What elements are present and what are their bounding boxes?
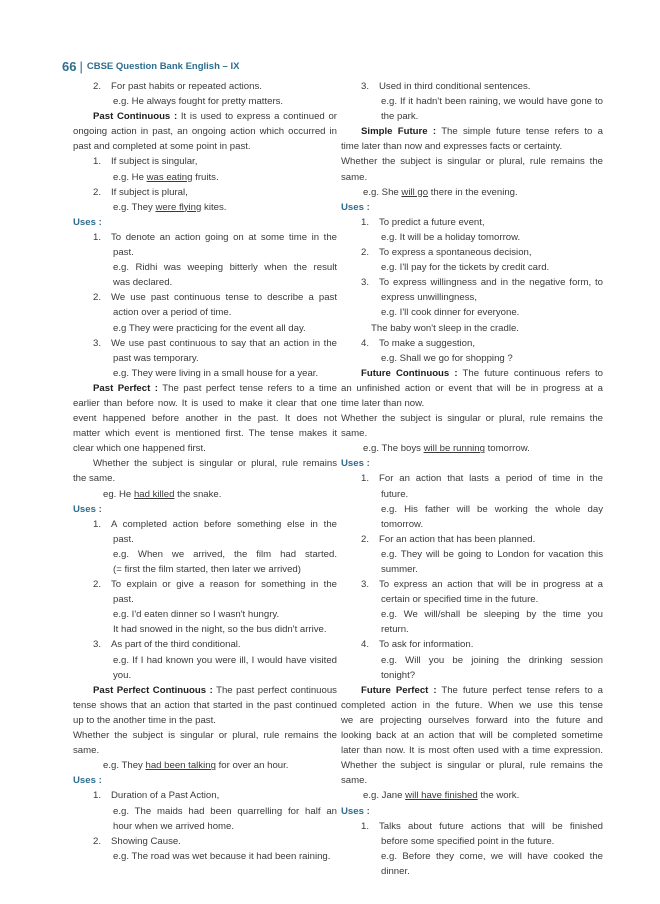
list-item: 4. To make a suggestion, — [361, 337, 475, 349]
list-item: 1. A completed action before something else in the — [93, 518, 337, 530]
example-line: the park. — [381, 111, 419, 123]
example-line: e.g. Jane will have finished the work. — [363, 790, 520, 802]
paragraph-line: past and completed at some point in past. — [73, 141, 251, 153]
list-item: 2. We use past continuous tense to describe a past — [93, 292, 337, 304]
example-line: e.g They were practicing for the event all day. — [113, 322, 306, 334]
example-line: eg. He had killed the snake. — [103, 488, 222, 500]
section-heading: Past Continuous : — [93, 111, 178, 123]
paragraph-line: an unfinished action or event that will be in progress at a — [341, 382, 603, 394]
example-line: e.g. The maids had been quarrelling for half an — [113, 805, 337, 817]
paragraph-line: Whether the subject is singular or plural, rule remains the — [341, 760, 603, 772]
list-item: 1. If subject is singular, — [93, 156, 198, 168]
example-line: e.g. They were living in a small house for a year. — [113, 367, 319, 379]
example-line: The baby won't sleep in the cradle. — [371, 322, 519, 334]
example-line: e.g. Shall we go for shopping ? — [381, 352, 513, 364]
example-line: e.g. We will/shall be sleeping by the time you — [381, 609, 603, 621]
example-line: e.g. When we arrived, the film had started. — [113, 548, 337, 560]
list-item: 3. As part of the third conditional. — [93, 639, 241, 651]
uses-heading: Uses : — [341, 201, 370, 213]
paragraph-line: we are projecting ourselves forward into the future and — [341, 714, 603, 726]
paragraph-line: later than now. It is most often used with a time expression. — [341, 745, 603, 757]
paragraph-line: tense shows that an action that started in the past continued — [73, 699, 337, 711]
example-line: tomorrow. — [381, 518, 424, 530]
book-title: CBSE Question Bank English – IX — [86, 61, 240, 73]
example-line: e.g. I'll cook dinner for everyone. — [381, 307, 520, 319]
paragraph-line: clear which one happened first. — [73, 443, 206, 455]
example-line: e.g. The boys will be running tomorrow. — [363, 443, 530, 455]
list-item-cont: express unwillingness, — [381, 292, 477, 304]
uses-heading: Uses : — [341, 458, 370, 470]
paragraph-line: matter which event is mentioned first. The tense makes it — [73, 428, 337, 440]
list-item: 3. Used in third conditional sentences. — [361, 81, 531, 92]
right-column — [341, 79, 604, 877]
list-item: 2. If subject is plural, — [93, 186, 188, 198]
example-line: e.g. They had been talking for over an hour. — [103, 760, 289, 772]
section-intro-future-perfect: Future Perfect : The future perfect tense refers to a — [361, 684, 603, 696]
list-item-cont: past was temporary. — [113, 352, 199, 364]
uses-heading: Uses : — [341, 805, 370, 817]
example-line: e.g. He always fought for pretty matters. — [113, 96, 284, 108]
example-line: tonight? — [381, 669, 416, 681]
example-line: summer. — [381, 564, 418, 575]
list-item: 1. To denote an action going on at some time in the — [93, 231, 337, 243]
section-heading: Future Continuous : — [361, 367, 458, 379]
example-line: was declared. — [113, 277, 173, 289]
section-intro-past-perfect-continuous: Past Perfect Continuous : The past perfect continuous — [93, 684, 337, 696]
paragraph-line: looking back at an action that will be completed sometime — [341, 730, 603, 742]
example-line: e.g. Will you be joining the drinking session — [381, 654, 603, 666]
example-line: hour when we arrived home. — [113, 820, 235, 832]
paragraph-line: Whether the subject is singular or plural, rule remains the — [341, 156, 603, 168]
example-line: e.g. Before they come, we will have cooked the — [381, 850, 603, 862]
paragraph-line: event happened before another in the past. It does not — [73, 413, 337, 425]
left-column — [73, 79, 337, 862]
section-intro-past-continuous: Past Continuous : It is used to express a continued or — [93, 111, 337, 123]
paragraph-line: same. — [73, 745, 100, 757]
paragraph-line: same. — [341, 171, 368, 183]
uses-heading: Uses : — [73, 775, 102, 787]
list-item: 1. Duration of a Past Action, — [93, 790, 220, 802]
paragraph-line: same. — [341, 775, 368, 787]
example-line: e.g. I'd eaten dinner so I wasn't hungry. — [113, 609, 280, 621]
paragraph-line: Whether the subject is singular or plural, rule remains the — [73, 730, 337, 742]
list-item: 1. Talks about future actions that will be finished — [361, 820, 603, 832]
example-line: e.g. If I had known you were ill, I would have visited — [113, 654, 337, 666]
list-item: 2. To explain or give a reason for something in the — [93, 579, 337, 591]
list-item-cont: action over a period of time. — [113, 307, 232, 319]
list-item: 3. We use past continuous to say that an action in the — [93, 337, 337, 349]
section-heading: Past Perfect : — [93, 382, 158, 394]
paragraph-line: Whether the subject is singular or plural, rule remains — [93, 458, 337, 470]
header-separator: | — [79, 59, 83, 75]
example-line: e.g. His father will be working the whole day — [381, 503, 603, 515]
section-heading: Future Perfect : — [361, 684, 437, 696]
example-line: e.g. The road was wet because it had been raining. — [113, 850, 331, 862]
example-line: It had snowed in the night, so the bus didn't arrive. — [113, 624, 327, 636]
paragraph-line: earlier than before now. It is used to make it clear that one — [73, 397, 337, 409]
paragraph-line: up to the another time in the past. — [73, 714, 216, 726]
list-item-cont: certain or specified time in the future. — [381, 594, 539, 606]
section-intro-simple-future: Simple Future : The simple future tense refers to a — [361, 126, 604, 138]
paragraph-line: time later than now. — [341, 397, 425, 409]
example-line: dinner. — [381, 865, 410, 877]
paragraph-line: completed action in the future. When we use this tense — [341, 699, 603, 711]
paragraph-line: time later than now and expresses facts or certainty. — [341, 141, 563, 153]
example-line: e.g. If it hadn't been raining, we would have gone to — [381, 96, 603, 108]
example-line: e.g. She will go there in the evening. — [363, 186, 518, 198]
list-item: 2. For past habits or repeated actions. — [93, 81, 262, 92]
example-line: you. — [113, 669, 132, 681]
list-item: 3. To express willingness and in the negative form, to — [361, 277, 603, 289]
list-item: 1. To predict a future event, — [361, 216, 485, 228]
list-item-cont: past. — [113, 247, 134, 259]
page-number: 66 — [62, 59, 77, 75]
example-line: e.g. They were flying kites. — [113, 201, 227, 213]
example-line: e.g. I'll pay for the tickets by credit card. — [381, 262, 550, 274]
uses-heading: Uses : — [73, 216, 102, 228]
list-item-cont: before some specified point in the future. — [381, 835, 555, 847]
list-item-cont: past. — [113, 594, 134, 606]
section-intro-past-perfect: Past Perfect : The past perfect tense refers to a time — [93, 382, 337, 394]
example-line: e.g. He was eating fruits. — [113, 171, 219, 183]
example-line: (= first the film started, then later we arrived) — [113, 564, 301, 575]
paragraph-line: ongoing action in past, an ongoing action which occurred in — [73, 126, 337, 138]
example-line: return. — [381, 624, 409, 636]
page-header — [62, 57, 239, 77]
list-item: 2. Showing Cause. — [93, 835, 181, 847]
paragraph-line: the same. — [73, 473, 116, 485]
list-item: 2. To express a spontaneous decision, — [361, 247, 532, 259]
uses-heading: Uses : — [73, 503, 102, 515]
section-heading: Simple Future : — [361, 126, 437, 138]
list-item: 1. For an action that lasts a period of time in the — [361, 473, 603, 485]
list-item-cont: past. — [113, 533, 134, 545]
paragraph-line: Whether the subject is singular or plural, rule remains the — [341, 413, 603, 425]
list-item: 3. To express an action that will be in progress at a — [361, 579, 603, 591]
section-intro-future-continuous: Future Continuous : The future continuous refers to — [361, 367, 604, 379]
list-item: 2. For an action that has been planned. — [361, 533, 536, 545]
list-item: 4. To ask for information. — [361, 639, 474, 651]
example-line: e.g. Ridhi was weeping bitterly when the result — [113, 262, 337, 274]
list-item-cont: future. — [381, 488, 409, 500]
example-line: e.g. They will be going to London for vacation this — [381, 548, 603, 560]
paragraph-line: same. — [341, 428, 368, 440]
example-line: e.g. It will be a holiday tomorrow. — [381, 231, 521, 243]
section-heading: Past Perfect Continuous : — [93, 684, 213, 696]
